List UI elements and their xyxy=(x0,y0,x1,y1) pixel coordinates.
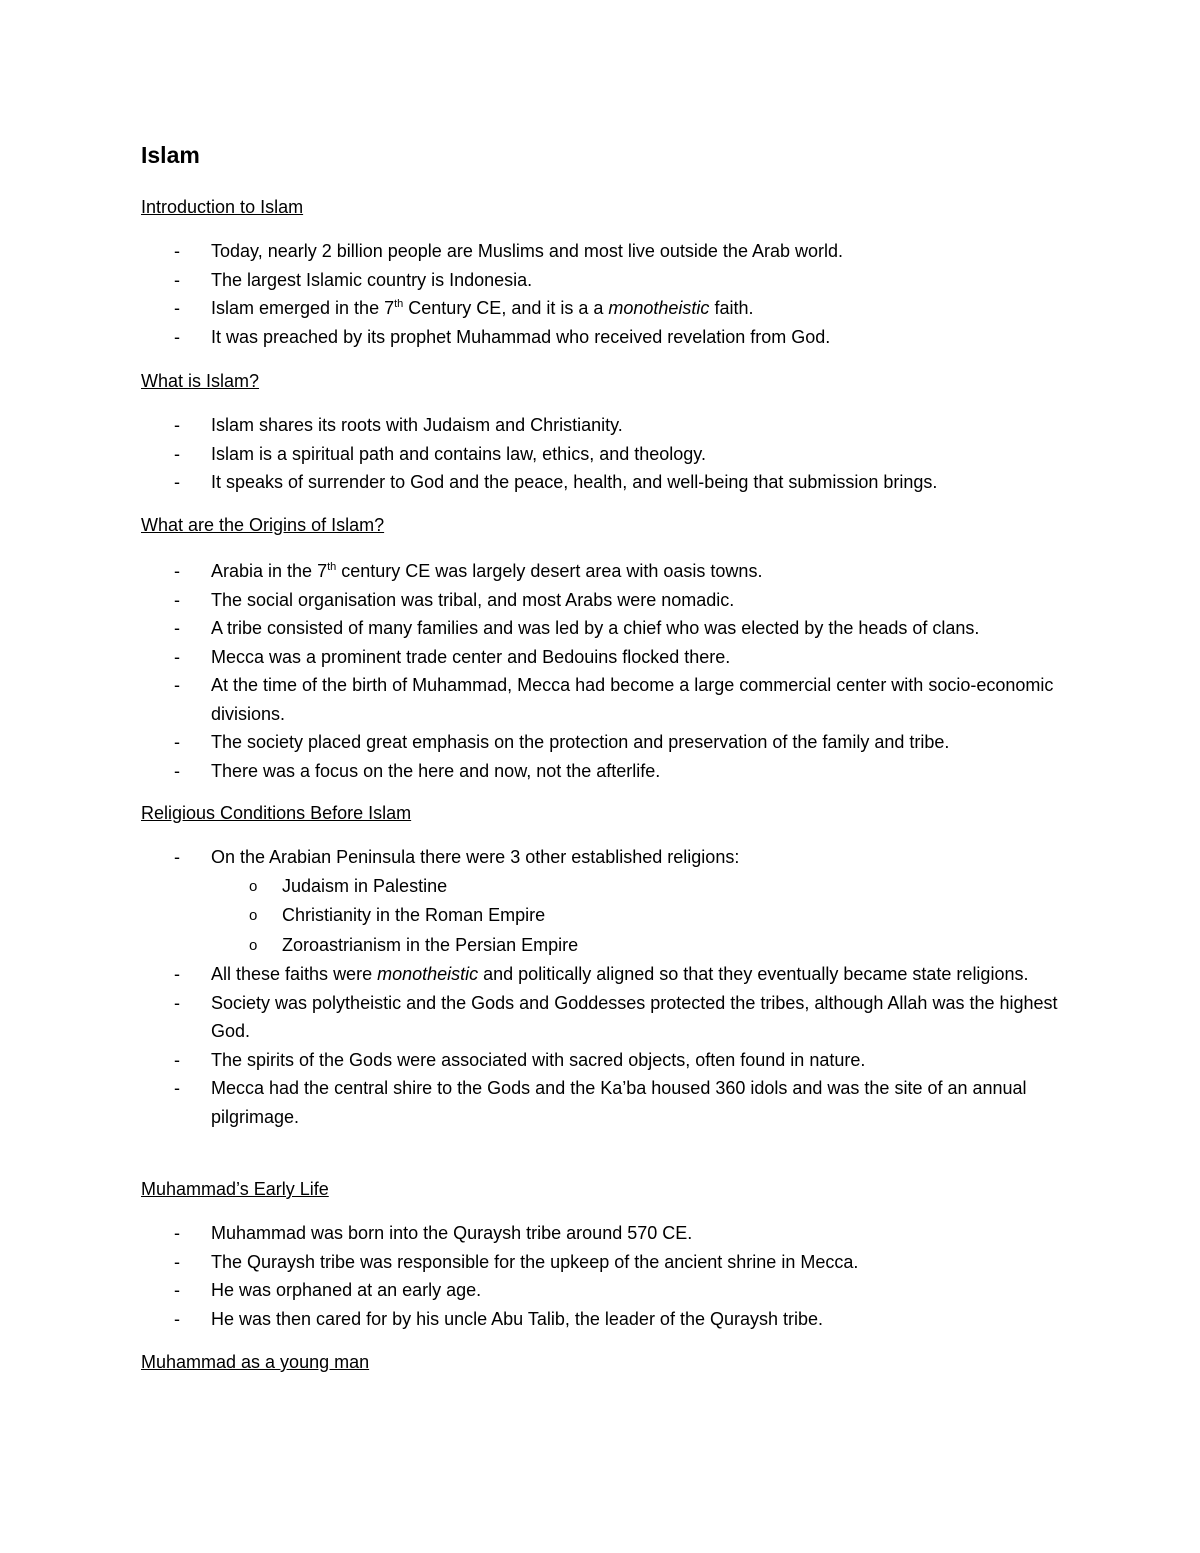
section-heading: What are the Origins of Islam? xyxy=(141,515,385,535)
bullet-text: Islam shares its roots with Judaism and Christianity. xyxy=(211,415,623,435)
section-heading: Muhammad as a young man xyxy=(141,1352,370,1372)
bullet-text: Mecca had the central shire to the Gods and the Ka’ba housed 360 idols and was the site of an annual pilgrimage. xyxy=(211,1078,1027,1127)
bullet-text: The largest Islamic country is Indonesia. xyxy=(211,269,533,290)
bullet-text: Arabia in the 7th century CE was largely desert area with oasis towns. xyxy=(211,561,763,581)
dash-bullet: - xyxy=(174,992,180,1013)
section-heading: What is Islam? xyxy=(141,371,260,391)
sub-bullet-list xyxy=(0,872,1061,961)
bullet-text: Society was polytheistic and the Gods and Goddesses protected the tribes, although Allah was the highest God. xyxy=(211,992,1058,1041)
dash-bullet: - xyxy=(174,415,180,435)
bullet-list xyxy=(0,557,1061,785)
bullet-text: He was orphaned at an early age. xyxy=(211,1280,482,1300)
sub-bullet-text: Zoroastrianism in the Persian Empire xyxy=(282,934,579,955)
dash-bullet: - xyxy=(174,298,180,318)
bullet-text: Muhammad was born into the Quraysh tribe around 570 CE. xyxy=(211,1223,693,1243)
bullet-text: At the time of the birth of Muhammad, Mecca had become a large commercial center with socio-economic divisions. xyxy=(211,675,1054,724)
sub-list-item xyxy=(0,872,1061,902)
dash-bullet: - xyxy=(174,1251,180,1272)
dash-bullet: - xyxy=(174,618,180,638)
sub-bullet-text: Christianity in the Roman Empire xyxy=(282,905,546,925)
list-item xyxy=(0,614,1061,643)
list-item xyxy=(0,1248,1061,1277)
list-item xyxy=(0,757,1061,786)
dash-bullet: - xyxy=(174,1280,180,1300)
circle-bullet: o xyxy=(249,907,258,924)
dash-bullet: - xyxy=(174,1049,180,1070)
dash-bullet: - xyxy=(174,472,180,492)
dash-bullet: - xyxy=(174,1308,180,1329)
dash-bullet: - xyxy=(174,646,180,667)
list-item xyxy=(0,1074,1061,1131)
bullet-text: It speaks of surrender to God and the peace, health, and well-being that submission brings. xyxy=(211,472,938,492)
section-heading: Religious Conditions Before Islam xyxy=(141,803,412,823)
dash-bullet: - xyxy=(174,675,180,695)
bullet-list xyxy=(0,1219,1061,1333)
list-item xyxy=(0,1305,1061,1334)
dash-bullet: - xyxy=(174,732,180,752)
bullet-text: Islam emerged in the 7th Century CE, and it is a a monotheistic faith. xyxy=(211,298,754,318)
bullet-text: Today, nearly 2 billion people are Muslims and most live outside the Arab world. xyxy=(211,241,843,261)
list-item xyxy=(0,1046,1061,1075)
bullet-list xyxy=(0,843,1061,1131)
bullet-text: There was a focus on the here and now, not the afterlife. xyxy=(211,760,661,781)
dash-bullet: - xyxy=(174,1223,180,1243)
dash-bullet: - xyxy=(174,241,180,261)
list-item xyxy=(0,643,1061,672)
bullet-text: On the Arabian Peninsula there were 3 other established religions: xyxy=(211,847,740,867)
section-heading: Introduction to Islam xyxy=(141,197,304,217)
document-title: Islam xyxy=(141,142,200,168)
list-item xyxy=(0,266,1061,295)
list-item xyxy=(0,843,1061,960)
section-heading: Muhammad’s Early Life xyxy=(141,1179,329,1199)
list-item xyxy=(0,411,1061,440)
list-item xyxy=(0,440,1061,469)
bullet-text: The Quraysh tribe was responsible for the upkeep of the ancient shrine in Mecca. xyxy=(211,1251,859,1272)
list-item xyxy=(0,323,1061,352)
bullet-text: All these faiths were monotheistic and politically aligned so that they eventually became state religions. xyxy=(211,964,1029,984)
dash-bullet: - xyxy=(174,269,180,290)
bullet-list xyxy=(0,237,1061,351)
sub-list-item xyxy=(0,931,1061,961)
bullet-text: The social organisation was tribal, and most Arabs were nomadic. xyxy=(211,589,735,610)
list-item xyxy=(0,671,1061,728)
sub-bullet-text: Judaism in Palestine xyxy=(282,875,448,896)
dash-bullet: - xyxy=(174,1078,180,1098)
list-item xyxy=(0,557,1061,586)
dash-bullet: - xyxy=(174,589,180,610)
bullet-text: The society placed great emphasis on the protection and preservation of the family and tribe. xyxy=(211,732,950,752)
dash-bullet: - xyxy=(174,326,180,347)
circle-bullet: o xyxy=(249,936,258,954)
bullet-text: Mecca was a prominent trade center and Bedouins flocked there. xyxy=(211,646,731,667)
circle-bullet: o xyxy=(249,877,258,895)
bullet-text: It was preached by its prophet Muhammad who received revelation from God. xyxy=(211,326,831,347)
dash-bullet: - xyxy=(174,561,180,581)
dash-bullet: - xyxy=(174,964,180,984)
list-item xyxy=(0,237,1061,266)
sub-list-item xyxy=(0,901,1061,931)
dash-bullet: - xyxy=(174,443,180,464)
bullet-text: A tribe consisted of many families and was led by a chief who was elected by the heads of clans. xyxy=(211,618,980,638)
list-item xyxy=(0,989,1061,1046)
list-item xyxy=(0,1276,1061,1305)
list-item xyxy=(0,1219,1061,1248)
bullet-text: Islam is a spiritual path and contains law, ethics, and theology. xyxy=(211,443,706,464)
list-item xyxy=(0,468,1061,497)
bullet-list xyxy=(0,411,1061,497)
list-item xyxy=(0,294,1061,323)
bullet-text: He was then cared for by his uncle Abu Talib, the leader of the Quraysh tribe. xyxy=(211,1308,824,1329)
dash-bullet: - xyxy=(174,760,180,781)
list-item xyxy=(0,586,1061,615)
bullet-text: The spirits of the Gods were associated with sacred objects, often found in nature. xyxy=(211,1049,866,1070)
dash-bullet: - xyxy=(174,847,180,867)
list-item xyxy=(0,728,1061,757)
list-item xyxy=(0,960,1061,989)
